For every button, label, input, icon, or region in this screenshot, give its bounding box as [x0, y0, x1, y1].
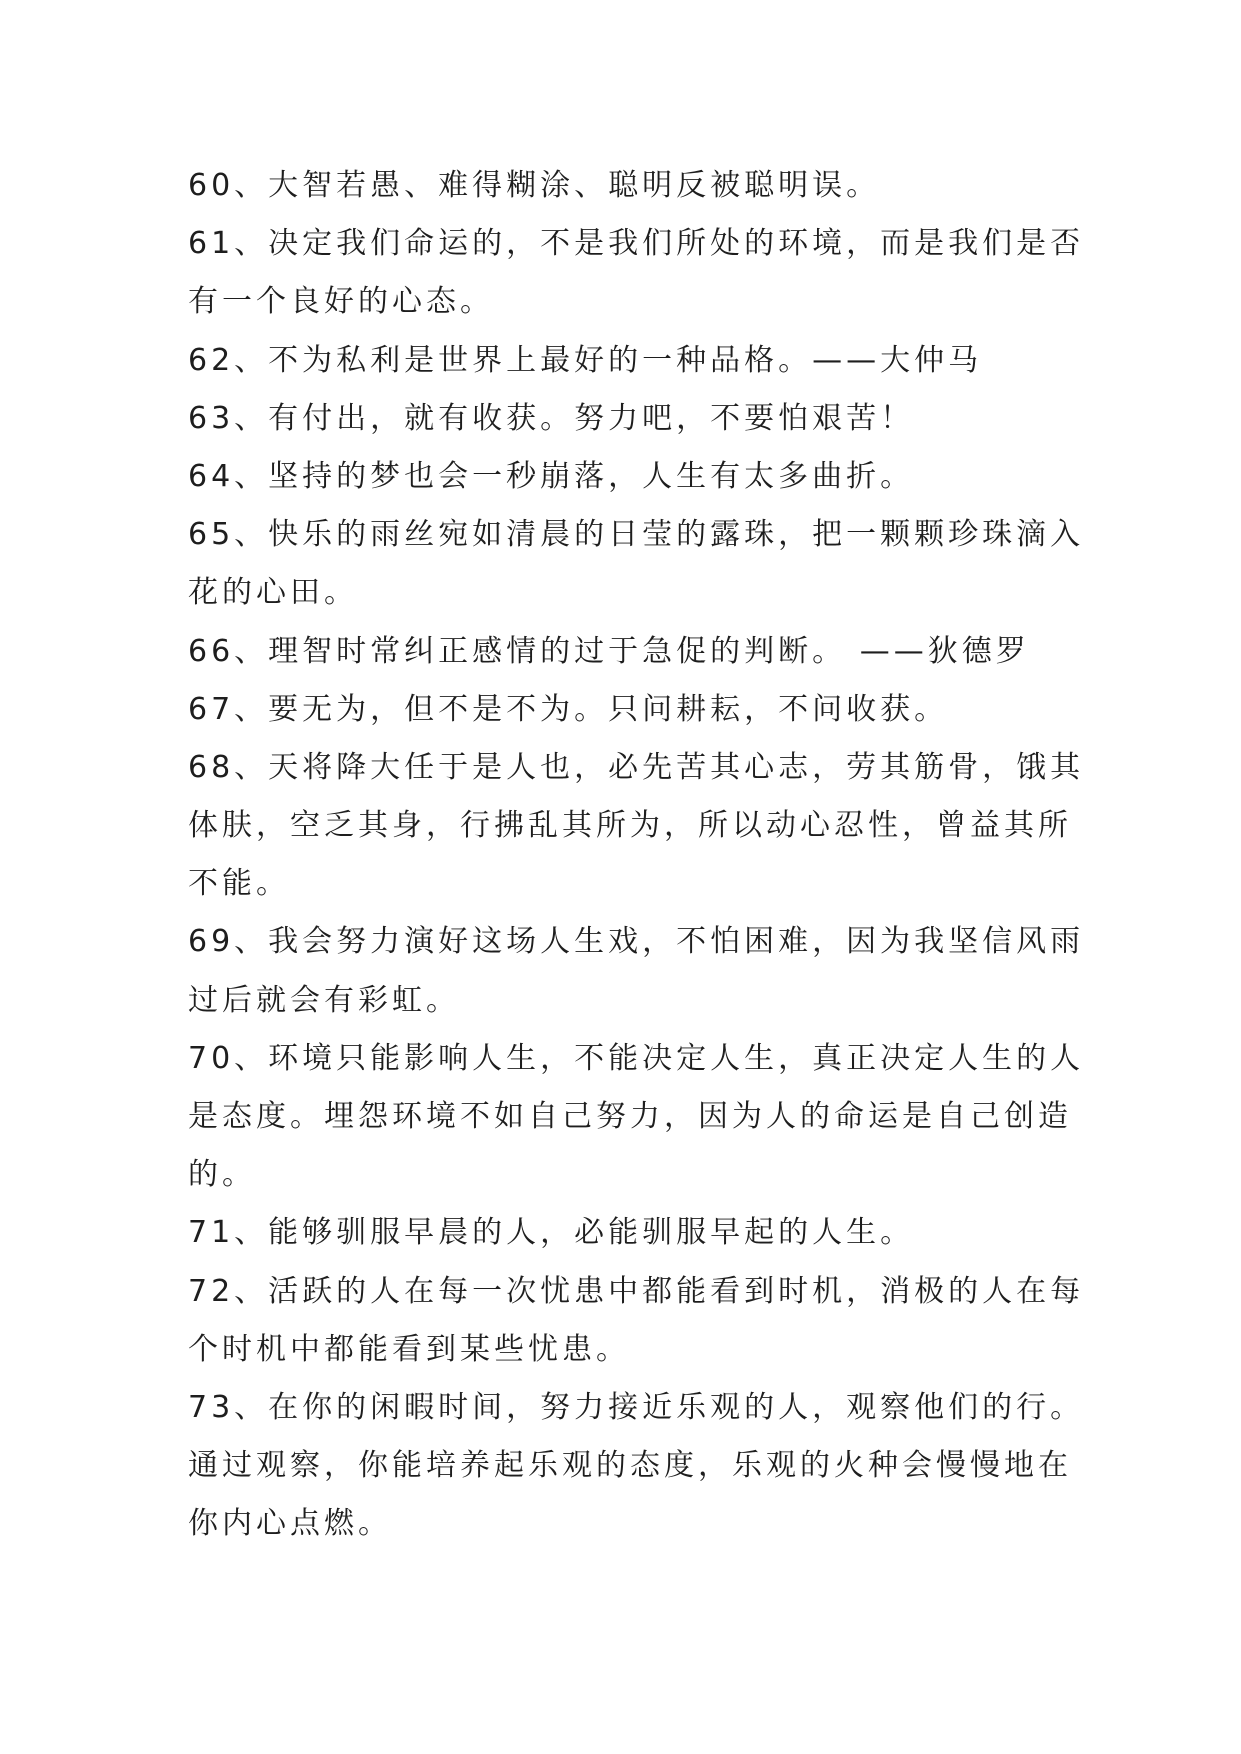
text-line: 72、活跃的人在每一次忧患中都能看到时机，消极的人在每 [188, 1273, 1085, 1309]
text-line: 68、天将降大任于是人也，必先苦其心志，劳其筋骨，饿其 [188, 749, 1085, 785]
text-line: 的。 [188, 1157, 256, 1193]
text-line: 有一个良好的心态。 [188, 284, 494, 320]
text-line: 64、坚持的梦也会一秒崩落，人生有太多曲折。 [188, 458, 915, 494]
text-line: 是态度。埋怨环境不如自己努力，因为人的命运是自己创造 [188, 1099, 1072, 1134]
text-line: 60、大智若愚、难得糊涂、聪明反被聪明误。 [188, 168, 881, 203]
text-line: 62、不为私利是世界上最好的一种品格。——大仲马 [188, 342, 983, 378]
text-line: 69、我会努力演好这场人生戏，不怕困难，因为我坚信风雨 [188, 924, 1085, 960]
text-line: 体肤，空乏其身，行拂乱其所为，所以动心忍性，曾益其所 [188, 808, 1072, 844]
text-line: 你内心点燃。 [188, 1506, 392, 1542]
text-line: 73、在你的闲暇时间，努力接近乐观的人，观察他们的行。 [188, 1389, 1085, 1425]
text-line: 花的心田。 [188, 575, 358, 611]
text-line: 不能。 [188, 866, 290, 902]
text-line: 过后就会有彩虹。 [188, 982, 460, 1018]
text-line: 61、决定我们命运的，不是我们所处的环境，而是我们是否 [188, 226, 1085, 262]
text-line: 65、快乐的雨丝宛如清晨的日莹的露珠，把一颗颗珍珠滴入 [188, 517, 1085, 553]
text-line: 71、能够驯服早晨的人，必能驯服早起的人生。 [188, 1215, 915, 1251]
text-line: 63、有付出，就有收获。努力吧，不要怕艰苦！ [188, 400, 915, 436]
quote-list [188, 157, 1085, 1554]
text-line: 70、环境只能影响人生，不能决定人生，真正决定人生的人 [188, 1040, 1085, 1076]
text-line: 个时机中都能看到某些忧患。 [188, 1331, 630, 1367]
text-line: 67、要无为，但不是不为。只问耕耘，不问收获。 [188, 691, 949, 727]
text-line: 66、理智时常纠正感情的过于急促的判断。 ——狄德罗 [188, 633, 1030, 669]
text-line: 通过观察，你能培养起乐观的态度，乐观的火种会慢慢地在 [188, 1448, 1072, 1484]
